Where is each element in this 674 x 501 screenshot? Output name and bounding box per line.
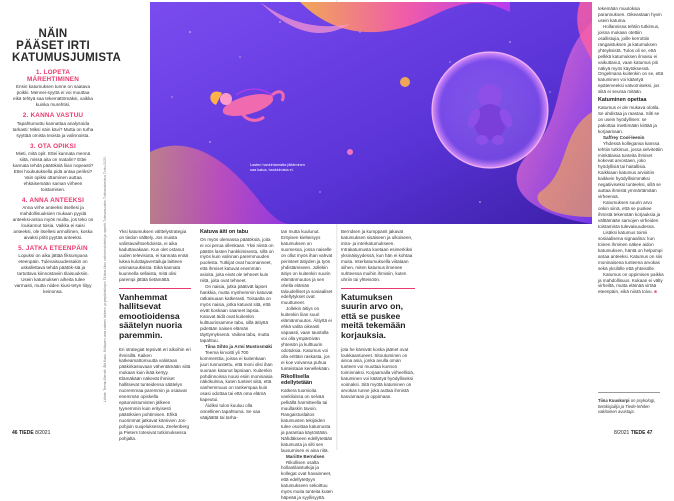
- sidebar-item-heading: 1. LOPETA MÄREHTIMINEN: [12, 69, 94, 83]
- paragraph: Jollekin äitiys on kuitenkin liian suuri elämänmuutos. Äitiyttä ei ehkä valita oikeasti vapaasti, vaan taustalla voi olla ympäröivän yhteisön ja kulttuurin odotuksia. Katumus voi olla erittäin raskasta, jos ei koe voivansa puhua tunteistaan kenellekään.: [281, 306, 333, 371]
- paragraph: On myös olemassa päätöksiä, joita ei voi perua ollenkaan. Yksi niistä on päätös lasten hankkimisesta, sillä on myös kuin valinnan paremmuuden puolesta. Tutkijat ovat huomanneet, että ihmiset katuvat enemmän asioita, joita eivät ole tehneet kuin niitä, joita ovat tehneet.: [200, 237, 274, 285]
- paragraph: Katumus ei ole mukava olotila. Se ahdistaa ja raastaa. Silti se on usein hyödyllinen: se pakottaa miettimään kiittää ja korjaamaan.: [598, 105, 664, 135]
- sidebar-title-line: NÄIN: [12, 28, 94, 40]
- author-bio: [598, 398, 660, 415]
- paragraph: Äidiksi tulon kuuluu olla onnellinen tapahtuma. Se saa vääjäättä tai tarha-: [200, 403, 274, 421]
- names: Tiina Sihto ja Armi Mustosmäki: [205, 344, 272, 349]
- paragraph: Yksi katumuksen välttelystrategia on tiedon välttely. Jos muista valintavaihtoehdoista, ei aika kaduttavakaan. Kun olet ostanut uuden televisiota, ei kannata enää lukea kuluttajavertailuja laitteen ominaisuuksista. Eikä kannata kuunnella sellaista, mitä olisi parempi jättää tietämättä.: [119, 229, 191, 283]
- paragraph: Hollannissa tehtiin tutkimus, joissa mukaan otettiin osallistujia, joille kerrottiin rangaistuksen ja katumuksen yhteyksistä. Tulos oli se, että pelkkä katumuksen ilmaisu ei vaikuttanut, vaan katumus piti näkyä myös käytöksessä. Ongelmana kuitenkin on se, että katuminen voi kääntyä epäterveeksi vatvomiseksi, jos siitä ei seuraa mitään.: [598, 24, 664, 95]
- sidebar-item-text: Ensin katumuksen tunne on saatava poikki. Mennei-syyttä ei voi muuttaa eikä tehtyä saa tekemättömäksi, vaikka kuinka murehtisi.: [12, 84, 94, 108]
- subheading: Rikollisella edellytetään: [281, 374, 333, 387]
- paragraph: [200, 344, 274, 350]
- pull-quote: Vanhemmat hallitsevat emootioidensa säätelyn nuoria paremmin.: [119, 288, 191, 341]
- paragraph: tan mutta kuulunut. Erityisen kielteisyys katumuksen on suomessa, jossa naiselle on ollut myös ihan vahvat perinteet äitiyden ja työn yhdistämiseen. Jollekin äitiys on kuitenkin suurin elämänmuutos ja sen ohella elämän taloudelliset ja sosiaaliset edellytykset ovat muuttuneet.: [281, 229, 333, 306]
- sidebar-title-line: PÄÄSET IRTI: [12, 40, 94, 52]
- sidebar-title: [12, 28, 94, 64]
- sidebar-item-heading: 2. KANNA VASTUU: [12, 112, 94, 119]
- magazine-name: TIEDE: [19, 430, 34, 436]
- subheading: Katuminen opettaa: [598, 97, 664, 104]
- paragraph: Teema kirvoitti yli 700 kommenttia, joissa ei kuitenkaan juuri tunnustettu, että moni olisi ihan suoraan katunut lapsiaan. Kuitenkin pohdinnoissa nousi esiin moninaisia näkökulmia, kuten tunteet siitä, että vanhemmuus on rankempaa kuin osasi odottaa tai että oma elämä kapeutui.: [200, 350, 274, 404]
- text-column-1: [119, 229, 191, 442]
- paragraph: Rikollisen osalta hollantilaistutkija ja kollegat ovat havainneet, että edellytettyyn katumukseen sekoittuu myös muita tunteita kuten häpeää ja syyllisyyttä.: [281, 460, 333, 501]
- sidebar-item-heading: 4. ANNA ANTEEKSI: [12, 197, 94, 204]
- sidebar-item-text: Anna virhe anteeksi itsellesi ja mahdollisuuksien mukaan pyydä anteeksi-antoa myös muilta, jos teko on loukannut toisia. Vaikka ei saisi anteeksi, ole itsellesi armollinen, koska aivaksi pritit pyytää anteeksi.: [12, 205, 94, 241]
- author-title: on psykologi, tietokirjailija ja Tiede-lehden vakituinen avustaja.: [598, 398, 655, 414]
- paragraph: Eri strategiat tepsivät eri aikoihin eri ihmisillä. Kaiken katkeamattomuutta valintaan pääkirkastuvaan vähentämään siitä mukaan kuin ikää kertyy. Elämäkään näkevät ihmiset hallitsevat tunteidensa säätelyn nuoremmaa paremmin ja osaavat enemmän opiskella epäonnistumisten jälkeen tyynemmin kuin erityisesti päätöksien pohtimisen. Ehkä nuorimmat jatkavat kärsivien Jos-pohjoin suojeluksessa, Zeelenberg ja Pieters totesivat tutkimuksessa pohjalta.: [119, 347, 191, 442]
- paragraph: jota he kärsivät koska jäänet ovat loukkaantuneet. Sitoutuminen on ainoa asia, jonka avulla oman tunteen voi muuttaa kunnon toiminnaksi. Korjaamalla virheellisiä, katuminen voi kääntyä hyödylliseksi voimaksi. Sitä myötä katuminen on arvokas tunne joka auttaa ihmistä kasvamaan ja oppimaan.: [341, 347, 415, 401]
- paragraph: Berndsen ja kumppanit jakavat katumuksen sisäiseen ja ulkoiseen, intra- ja interkatumukseen. Intrakatumusta koetaan esimerkiksi yksinäisyydessä, kun hän ei kohtaa muita. Interkatumuksella viitataan siihen, miten katumus ilmenee suhteessa muihin ihmisiin, kuten uhriin tai yhteisöön.: [341, 229, 415, 283]
- illustration-caption: Lasten hankintamatta jättäminen saa katua, hankkimista ei.: [250, 163, 310, 173]
- source-credit: Lähde: Teemu Berndt: Älä Kadu. Mulipaen oma valmen lahtenn ja ympäristöopin TiUsim-liiton vaihtoehdotiettuja raportti Tulevaisuuden Tutkimuskeskus Turku 2020.: [103, 232, 109, 402]
- pull-quote: Katumuksen suurin arvo on, että se puskee meitä tekemään korjauksia.: [341, 288, 415, 341]
- names: Mariitte Berndsen: [286, 454, 324, 459]
- illustration: [150, 2, 592, 224]
- magazine-name: TIEDE: [631, 430, 646, 436]
- author-divider: [598, 392, 660, 393]
- illustration-artwork: [150, 2, 592, 224]
- issue-number: 8/2021: [614, 430, 629, 436]
- text-column-2: [200, 229, 274, 421]
- end-mark-icon: ■: [654, 289, 657, 294]
- text-column-5: [598, 6, 664, 295]
- sidebar-item-text: Mieti, mitä opit. Ettei kannata mennä siitä, missä aita on matalin? Ettei kannata tehdä päätöksiä liian nopeasti? Ettei houkutuksella pidä antaa periksi? Vain opiksi ottaminen auttaa ehkäisemään saman virheen toistamisen.: [12, 151, 94, 193]
- sidebar-item-text: Lopuksi on aika jättää fiksumpana eteenpäin. Tulevaisuudessakin on uskallettava tehdä päätök-siä ja tartuttava kiinnostaviin tilaisuuksiin. Usein katumuksen aiheita tulee varmasti, mutta niiden kiusi-tetyn liityy keinonsa.: [12, 253, 94, 295]
- text-column-4: [341, 229, 415, 400]
- text-column-3: [281, 229, 333, 501]
- sidebar-item-heading: 3. OTA OPIKSI: [12, 143, 94, 150]
- author-name: Tiina Kuuskorpi: [598, 398, 630, 403]
- page-number: 46: [12, 430, 18, 436]
- paragraph: Lisäksi katumus toimii sosiaalisena signaalina: kun toinen ihminen näkee aidon katumuksen, häntä on helpompi antaa anteeksi. Katumus on siis moninaisena tunteena arvokas sekä yksilölle että yhteisölle.: [598, 230, 664, 272]
- paragraph: Katumuksen suurin arvo onkin siinä, että se puskee ihmistä tekemään korjauksia ja välttämään samojen virheiden toistamista tulevaisuudessa.: [598, 200, 664, 230]
- paragraph: tekemään muutoksia parannuksen. Oikeastaan hyvin usein katuma.: [598, 6, 664, 24]
- closing-text: Katumus on oppimisen paikka ja mahdollisuus. Kukaan ei välty virheiltä, mutta elämää virtää eteenpäin, eikä niistä toivu.: [598, 272, 664, 295]
- paragraph: On naisia, jotka päätivät lapset hankkia, mutta myöhemmin katuivat ratkaisuaan katkerasti. Toisaalta on myös naisia, jotka katuvat sitä, että eivät koskaan saaneet lapsia. Katuvat äidit ovat kuitenkin kulttuurissamme tabu, sillä äitiyttä pidetään naisen elämän täyttymyksenä. Vaikea tabu, mutta tapahtuu.: [200, 284, 274, 344]
- planet: [400, 77, 410, 87]
- names: Saffrey Cool-leenin: [603, 135, 644, 140]
- issue-number: 8/2021: [35, 430, 50, 436]
- sidebar-item-heading: 5. JATKA ETEENPÄIN: [12, 245, 94, 252]
- folio-right: [614, 430, 652, 436]
- paragraph: Katkera tuomioita vankiloissa on selvää pelkällä harmitteella tai muullaskin tavoin. Rangaistuslaitos katumusten tekijöiden tulee osoittaa katumusta ja parantaa käytöstään. Nähdäkseen edellytetään katumusta ja silti sen lausuminen ei aina riitä.: [281, 388, 333, 453]
- page-number: 47: [647, 430, 653, 436]
- paragraph: [598, 272, 664, 296]
- paragraph: Yhdessä kollegansa kanssa tehtiin tutkimus, jossa selvitettiin minkälaisia tunteita ihmiset kokevat arvostaen, joko hyödyllisiä tai haitallisia. Kaikkiaan katumus arvioitiin kaikkein hyödyllisimmäksi negatiiviseksi tunteeksi, sillä se auttaa ihmistä ymmärtämään virheensä.: [598, 141, 664, 201]
- sidebar-box: [12, 28, 94, 295]
- sidebar-item-text: Tapahtumuttu kannattaa analysoida tarkasti: Miksi näin kävi? Mutta on turha syyttää omista teoista ja valinnoista.: [12, 121, 94, 139]
- sidebar-title-line: KATUMUSJUMISTA: [12, 52, 94, 64]
- folio-left: [12, 430, 50, 436]
- subheading: Katuva äiti on tabu: [200, 229, 274, 236]
